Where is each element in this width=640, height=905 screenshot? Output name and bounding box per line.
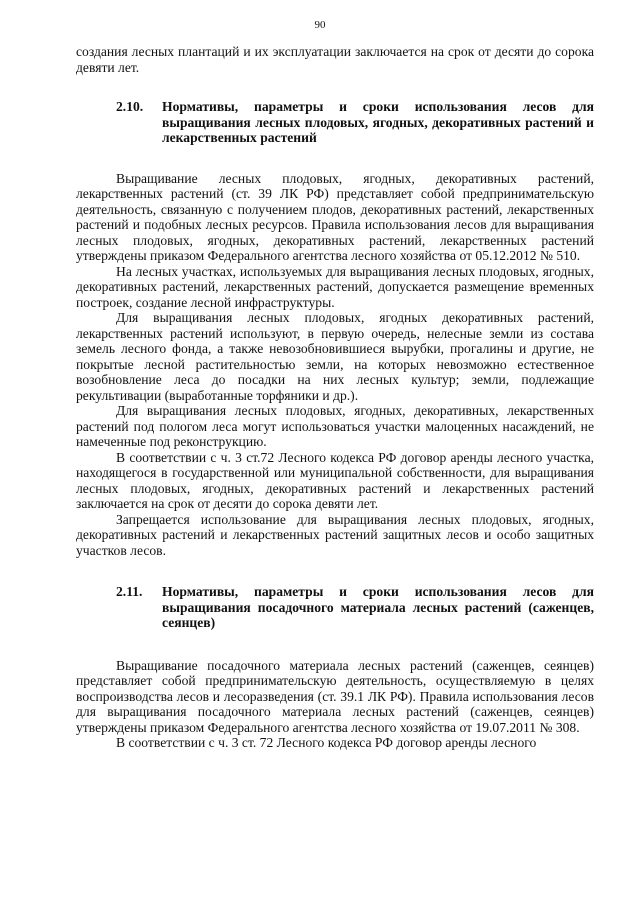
paragraph-continuation: создания лесных плантаций и их эксплуатации заключается на срок от десяти до сорока девяти лет.: [76, 44, 594, 75]
section-title: Нормативы, параметры и сроки использования лесов для выращивания посадочного материала лесных растений (саженцев, сеянцев): [162, 584, 594, 630]
section-title: Нормативы, параметры и сроки использования лесов для выращивания лесных плодовых, ягодных, декоративных растений и лекарственных растений: [162, 99, 594, 145]
section-heading-2-11: [76, 584, 594, 631]
paragraph: Выращивание посадочного материала лесных растений (саженцев, сеянцев) представляет собой предпринимательскую деятельность, осуществляемую в целях воспроизводства лесов и лесоразведения (ст. 39.1 ЛК РФ). Правила использования лесов для выращивания посадочного материала лесных растений (саженцев, сеянцев) утверждены приказом Федерального агентства лесного хозяйства от 19.07.2011 № 308.: [76, 657, 594, 735]
page-number: 90: [314, 19, 326, 31]
paragraph: Для выращивания лесных плодовых, ягодных, декоративных, лекарственных растений под пологом леса могут использоваться участки малоценных насаждений, не намеченные под реконструкцию.: [76, 403, 594, 449]
paragraph: Выращивание лесных плодовых, ягодных, декоративных растений, лекарственных растений (ст. 39 ЛК РФ) представляет собой предпринимательскую деятельность, связанную с получением плодов, декоративных растений, лекарственных растений и подобных лесных ресурсов. Правила использования лесов для выращивания лесных плодовых, ягодных, декоративных растений, лекарственных растений утверждены приказом Федерального агентства лесного хозяйства от 05.12.2012 № 510.: [76, 170, 594, 263]
paragraph: В соответствии с ч. 3 ст.72 Лесного кодекса РФ договор аренды лесного участка, находящегося в государственной или муниципальной собственности, для выращивания лесных плодовых, ягодных, декоративных растений и лекарственных растений заключается на срок от десяти до сорока девяти лет.: [76, 449, 594, 511]
paragraph: Запрещается использование для выращивания лесных плодовых, ягодных, декоративных растений и лекарственных растений защитных лесов и особо защитных участков лесов.: [76, 511, 594, 558]
paragraph: На лесных участках, используемых для выращивания лесных плодовых, ягодных, декоративных растений, лекарственных растений, допускается размещение временных построек, создание лесной инфраструктуры.: [76, 263, 594, 310]
paragraph: В соответствии с ч. 3 ст. 72 Лесного кодекса РФ договор аренды лесного: [116, 735, 537, 750]
section-number: 2.10.: [116, 99, 144, 114]
paragraph: Для выращивания лесных плодовых, ягодных декоративных растений, лекарственных растений используют, в первую очередь, нелесные земли из состава земель лесного фонда, а также невозобновившиеся вырубки, прогалины и другие, не покрытые лесной растительностью земли, на которых невозможно естественное возобновление леса до посадки на них лесных культур; земли, подлежащие рекультивации (выработанные торфяники и др.).: [76, 310, 594, 403]
page-content: [76, 44, 594, 751]
section-number: 2.11.: [116, 584, 143, 599]
section-heading-2-10: [76, 99, 594, 146]
